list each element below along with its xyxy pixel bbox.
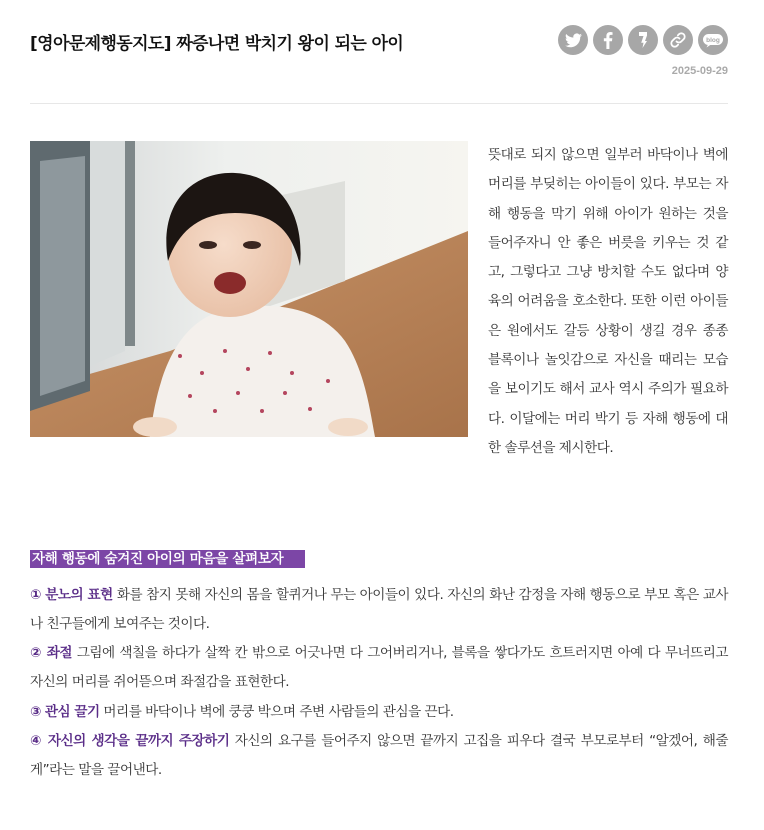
blog-icon-label: blog <box>706 37 720 44</box>
header-divider <box>30 103 728 104</box>
list-item-heading: 관심 끌기 <box>44 703 100 720</box>
list-item-text: 머리를 바닥이나 벽에 쿵쿵 박으며 주변 사람들의 관심을 끈다. <box>99 703 454 720</box>
article-photo <box>30 141 468 437</box>
list-item-number: ④ <box>30 733 43 750</box>
list-item-heading: 좌절 <box>46 645 72 662</box>
list-item-text: 화를 참지 못해 자신의 몸을 할퀴거나 무는 아이들이 있다. 자신의 화난 감정을 자해 행동으로 부모 혹은 교사나 친구들에게 보여주는 것이다. <box>30 586 728 632</box>
list-item-number: ② <box>30 645 42 662</box>
share-kakaostory-button[interactable] <box>628 25 658 55</box>
link-icon <box>669 31 687 49</box>
twitter-icon <box>565 33 582 48</box>
section-heading <box>30 545 728 574</box>
article-title: [영아문제행동지도] 짜증나면 박치기 왕이 되는 아이 <box>30 34 404 54</box>
list-item <box>30 639 728 698</box>
list-item-number: ① <box>30 586 42 603</box>
list-item-text: 그림에 색칠을 하다가 살짝 칸 밖으로 어긋나면 다 그어버리거나, 블록을 쌓다가도 흐트러지면 아예 다 무너뜨리고 자신의 머리를 쥐어뜯으며 좌절감을 표현한다. <box>30 645 728 691</box>
facebook-icon <box>603 32 613 49</box>
share-link-button[interactable] <box>663 25 693 55</box>
share-blog-button[interactable] <box>698 25 728 55</box>
list-item <box>30 698 728 727</box>
share-twitter-button[interactable] <box>558 25 588 55</box>
crying-toddler-photo <box>30 141 468 437</box>
list-item-text: 자신의 요구를 들어주지 않으면 끝까지 고집을 피우다 결국 부모로부터 “알겠어, 해줄게”라는 말을 끌어낸다. <box>30 733 728 779</box>
list-item-number: ③ <box>30 703 42 720</box>
kakaostory-icon <box>637 31 649 49</box>
article-intro: 뜻대로 되지 않으면 일부러 바닥이나 벽에 머리를 부딪히는 아이들이 있다. 부모는 자해 행동을 막기 위해 아이가 원하는 것을 들어주자니 안 좋은 버릇을 키우는 것 같고, 그렇다고 그냥 방치할 수도 없다며 양육의 어려움을 호소한다. 또한 이런 아이들은 원에서도 갈등 상황이 생길 경우 종종 블록이나 놀잇감으로 자신을 때리는 모습을 보이기도 해서 교사 역시 주의가 필요하다. 이달에는 머리 박기 등 자해 행동에 대한 솔루션을 제시한다. <box>488 147 728 456</box>
publish-date: 2025-09-29 <box>671 65 728 77</box>
list-item <box>30 581 728 640</box>
list-item-heading: 자신의 생각을 끝까지 주장하기 <box>47 733 230 750</box>
paragraph-gap <box>30 463 728 545</box>
article-body <box>30 141 728 786</box>
share-facebook-button[interactable] <box>593 25 623 55</box>
share-bar <box>558 25 728 55</box>
list-item-heading: 분노의 표현 <box>45 586 113 603</box>
reason-list <box>30 581 728 786</box>
section-title: 자해 행동에 숨겨진 아이의 마음을 살펴보자 <box>30 550 305 568</box>
blog-icon <box>702 32 724 48</box>
list-item <box>30 727 728 786</box>
